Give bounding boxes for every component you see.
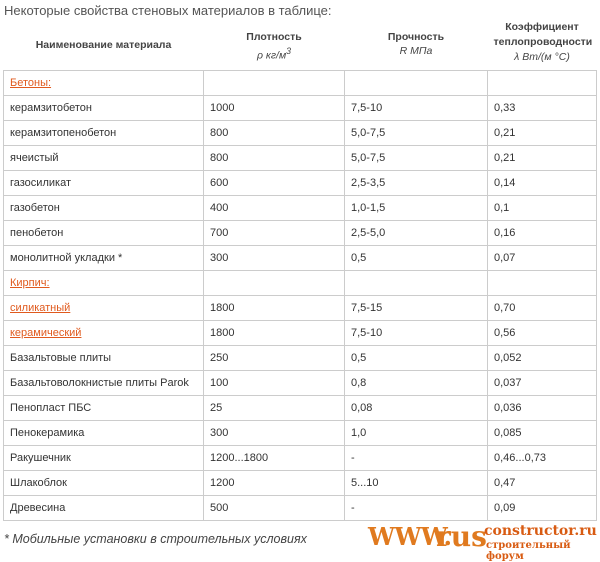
cell-name [4,345,204,370]
header-name: Наименование материала [4,20,204,70]
cell-thermal: 0,56 [488,320,597,345]
cell-thermal: 0,085 [488,420,597,445]
material-name: пенобетон [10,226,64,239]
table-row [4,195,597,220]
cell-name [4,145,204,170]
cell-strength: 0,5 [345,345,488,370]
table-row [4,420,597,445]
cell-strength: 2,5-5,0 [345,220,488,245]
material-name: Базальтоволокнистые плиты Parok [10,376,189,389]
cell-name [4,370,204,395]
cell-name [4,220,204,245]
watermark-subtitle: строительный форум [486,540,571,562]
cell-strength: 0,8 [345,370,488,395]
cell-density: 800 [204,120,345,145]
header-thermal-label-2: теплопроводности [493,36,593,48]
cell-name [4,445,204,470]
material-name: Шлакоблок [10,476,67,489]
material-name: Ракушечник [10,451,71,464]
table-row [4,395,597,420]
header-strength [345,20,488,70]
cell-name [4,320,204,345]
cell-density: 300 [204,245,345,270]
table-row [4,170,597,195]
header-thermal [488,20,597,70]
cell-density: 400 [204,195,345,220]
material-name: газобетон [10,201,60,214]
table-row [4,245,597,270]
intro-text: Некоторые свойства стеновых материалов в таблице: [4,3,332,18]
watermark-logo [368,520,600,562]
cell-strength: 5,0-7,5 [345,120,488,145]
cell-name [4,195,204,220]
cell-thermal: 0,70 [488,295,597,320]
cell-strength [345,270,488,295]
material-name: Пенопласт ПБС [10,401,92,414]
material-link[interactable]: керамический [10,326,82,339]
header-thermal-symbol: λ Вт/(м °С) [514,51,570,63]
section-link[interactable]: Кирпич: [10,276,50,289]
table-row [4,145,597,170]
header-strength-label: Прочность [387,31,445,43]
cell-thermal: 0,21 [488,120,597,145]
cell-strength: - [345,445,488,470]
material-name: Базальтовые плиты [10,351,112,364]
cell-name [4,245,204,270]
cell-strength: 1,0-1,5 [345,195,488,220]
cell-thermal: 0,037 [488,370,597,395]
cell-density: 700 [204,220,345,245]
table-header-row [4,20,597,70]
footnote: * Мобильные установки в строительных условиях [4,532,307,546]
section-link[interactable]: Бетоны: [10,76,52,89]
cell-name [4,120,204,145]
cell-strength: 7,5-10 [345,320,488,345]
watermark-www: WWW. [368,522,452,551]
cell-thermal: 0,14 [488,170,597,195]
cell-density: 1200...1800 [204,445,345,470]
table-row [4,295,597,320]
table-row [4,495,597,520]
material-name: керамзитобетон [10,101,92,114]
cell-thermal: 0,33 [488,95,597,120]
table-row [4,445,597,470]
cell-density [204,270,345,295]
cell-strength: 5,0-7,5 [345,145,488,170]
cell-density: 1000 [204,95,345,120]
cell-density: 1800 [204,295,345,320]
cell-name [4,495,204,520]
table-row [4,120,597,145]
cell-density: 500 [204,495,345,520]
cell-density: 800 [204,145,345,170]
cell-name [4,270,204,295]
cell-thermal: 0,21 [488,145,597,170]
cell-thermal: 0,036 [488,395,597,420]
cell-name [4,395,204,420]
cell-thermal: 0,09 [488,495,597,520]
header-density-label: Плотность [246,31,302,43]
material-name: ячеистый [10,151,59,164]
cell-strength: 0,5 [345,245,488,270]
cell-density: 100 [204,370,345,395]
cell-strength: 7,5-10 [345,95,488,120]
cell-name [4,295,204,320]
material-link[interactable]: силикатный [10,301,71,314]
material-name: керамзитопенобетон [10,126,117,139]
cell-name [4,420,204,445]
table-row [4,220,597,245]
cell-thermal: 0,052 [488,345,597,370]
header-density-exponent: 3 [286,46,292,56]
cell-strength [345,70,488,95]
cell-name [4,95,204,120]
cell-density: 300 [204,420,345,445]
cell-name [4,70,204,95]
cell-density: 1200 [204,470,345,495]
table-section-row [4,70,597,95]
table-row [4,320,597,345]
cell-thermal [488,70,597,95]
table-row [4,370,597,395]
table-row [4,470,597,495]
watermark-site: constructor.ru [484,523,597,539]
cell-density: 600 [204,170,345,195]
cell-name [4,170,204,195]
material-name: монолитной укладки * [10,251,123,264]
header-strength-symbol: R МПа [399,45,433,57]
table-row [4,345,597,370]
cell-strength: 2,5-3,5 [345,170,488,195]
table-section-row [4,270,597,295]
cell-density [204,70,345,95]
cell-strength: 7,5-15 [345,295,488,320]
cell-strength: - [345,495,488,520]
cell-strength: 5...10 [345,470,488,495]
cell-thermal: 0,1 [488,195,597,220]
header-density [204,20,345,70]
cell-strength: 1,0 [345,420,488,445]
cell-density: 1800 [204,320,345,345]
header-density-symbol: ρ $кг/м^3$ [256,46,292,62]
cell-name [4,470,204,495]
header-thermal-label-1: Коэффициент [505,21,579,33]
cell-density: 25 [204,395,345,420]
cell-thermal: 0,07 [488,245,597,270]
material-name: газосиликат [10,176,71,189]
cell-thermal: 0,46...0,73 [488,445,597,470]
table-body [4,70,597,520]
watermark-rus: rus [436,520,487,553]
properties-table [3,20,597,521]
material-name: Древесина [10,501,66,514]
cell-density: 250 [204,345,345,370]
cell-thermal: 0,16 [488,220,597,245]
cell-strength: 0,08 [345,395,488,420]
cell-thermal: 0,47 [488,470,597,495]
table-row [4,95,597,120]
cell-thermal [488,270,597,295]
material-name: Пенокерамика [10,426,85,439]
